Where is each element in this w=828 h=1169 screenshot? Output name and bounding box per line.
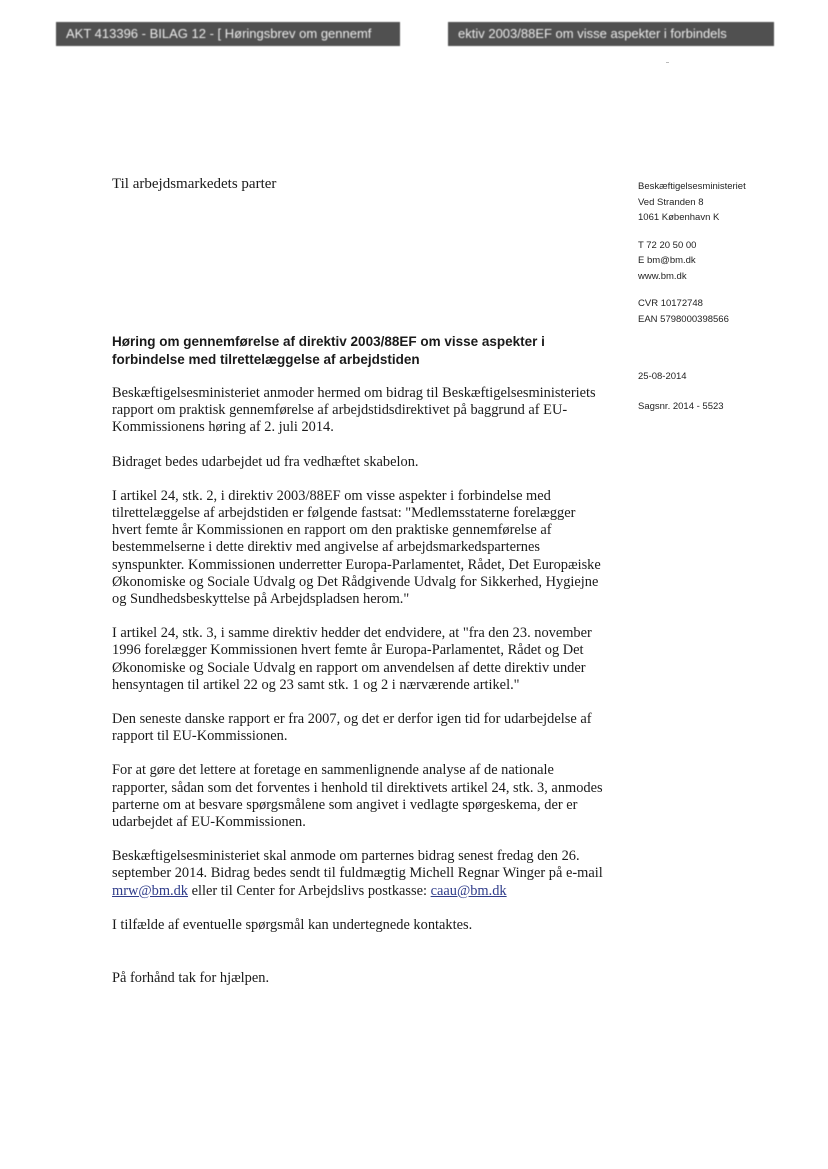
letter-body xyxy=(112,385,604,1004)
sender-street: Ved Stranden 8 xyxy=(638,196,704,208)
paragraph: I artikel 24, stk. 2, i direktiv 2003/88EF om visse aspekter i forbindelse med tilrettelæggelse af arbejdstiden er følgende fastsat: "Medlemsstaterne forelægger hvert femte år Kommissionen en rapport om den praktiske gennemførelse af bestemmelserne i dette direktiv med angivelse af arbejdsmarkedsparternes synspunkter. Kommissionen underretter Europa-Parlamentet, Rådet, Det Europæiske Økonomiske og Sociale Udvalg og Det Rådgivende Udvalg for Sikkerhed, Hygiejne og Sundhedsbeskyttelse på Arbejdspladsen herom." xyxy=(112,487,601,608)
paragraph: I tilfælde af eventuelle spørgsmål kan undertegnede kontaktes. xyxy=(112,916,473,933)
paragraph: I artikel 24, stk. 3, i samme direktiv hedder det endvidere, at "fra den 23. november 1996 forelægger Kommissionen hvert femte år Europa-Parlamentet, Rådet og Det Økonomiske og Sociale Udvalg en rapport om anvendelsen af dette direktiv under hensyntagen til artikel 22 og 23 samt stk. 1 og 2 i nærværende artikel." xyxy=(112,625,592,693)
case-number: Sagsnr. 2014 - 5523 xyxy=(638,401,724,412)
sender-city: 1061 København K xyxy=(638,212,720,223)
closing: På forhånd tak for hjælpen. xyxy=(112,970,270,987)
sender-ministry: Beskæftigelsesministeriet xyxy=(638,181,746,192)
letter-date: 25-08-2014 xyxy=(638,371,687,382)
paragraph: Den seneste danske rapport er fra 2007, og det er derfor igen tid for udarbejdelse af rapport til EU-Kommissionen. xyxy=(112,711,592,745)
letter-subject: Høring om gennemførelse af direktiv 2003/88EF om visse aspekter i forbindelse med tilrettelæggelse af arbejdstiden xyxy=(112,334,545,367)
sender-block xyxy=(638,179,746,327)
recipient: Til arbejdsmarkedets parter xyxy=(112,176,277,192)
deadline-text: Beskæftigelsesministeriet skal anmode om parternes bidrag senest fredag den 26. september 2014. Bidrag bedes sendt til fuldmægtig Michell Regnar Winger på e-mail xyxy=(112,848,603,882)
email-link-mrw[interactable]: mrw@bm.dk xyxy=(112,882,189,899)
sender-phone: T 72 20 50 00 xyxy=(638,239,697,251)
paragraph: Beskæftigelsesministeriet anmoder hermed om bidrag til Beskæftigelsesministeriets rapport om praktisk gennemførelse af arbejdstidsdirektivet på baggrund af EU-Kommissionens høring af 2. juli 2014. xyxy=(112,385,596,436)
paragraph: Bidraget bedes udarbejdet ud fra vedhæftet skabelon. xyxy=(112,453,419,470)
scan-mark xyxy=(666,62,669,63)
sender-email: E bm@bm.dk xyxy=(638,255,696,266)
paragraph-deadline xyxy=(112,848,604,900)
sender-gap xyxy=(638,226,746,238)
email-link-caau[interactable]: caau@bm.dk xyxy=(430,882,507,899)
paragraph: For at gøre det lettere at foretage en sammenlignende analyse af de nationale rapporter, sådan som det forventes i henhold til direktivets artikel 24, stk. 3, anmodes parterne om at besvare spørgsmålene som angivet i vedlagte spørgeskema, der er udarbejdet af EU-Kommissionen. xyxy=(112,762,603,831)
archive-stamp-right: ektiv 2003/88EF om visse aspekter i forbindels xyxy=(448,22,774,46)
sender-gap xyxy=(638,284,746,296)
sender-web: www.bm.dk xyxy=(638,270,687,282)
sender-ean: EAN 5798000398566 xyxy=(638,313,729,325)
deadline-text-middle: eller til Center for Arbejdslivs postkasse: xyxy=(188,882,431,899)
archive-stamp-left: AKT 413396 - BILAG 12 - [ Høringsbrev om gennemf xyxy=(56,22,400,46)
sender-cvr: CVR 10172748 xyxy=(638,298,703,309)
